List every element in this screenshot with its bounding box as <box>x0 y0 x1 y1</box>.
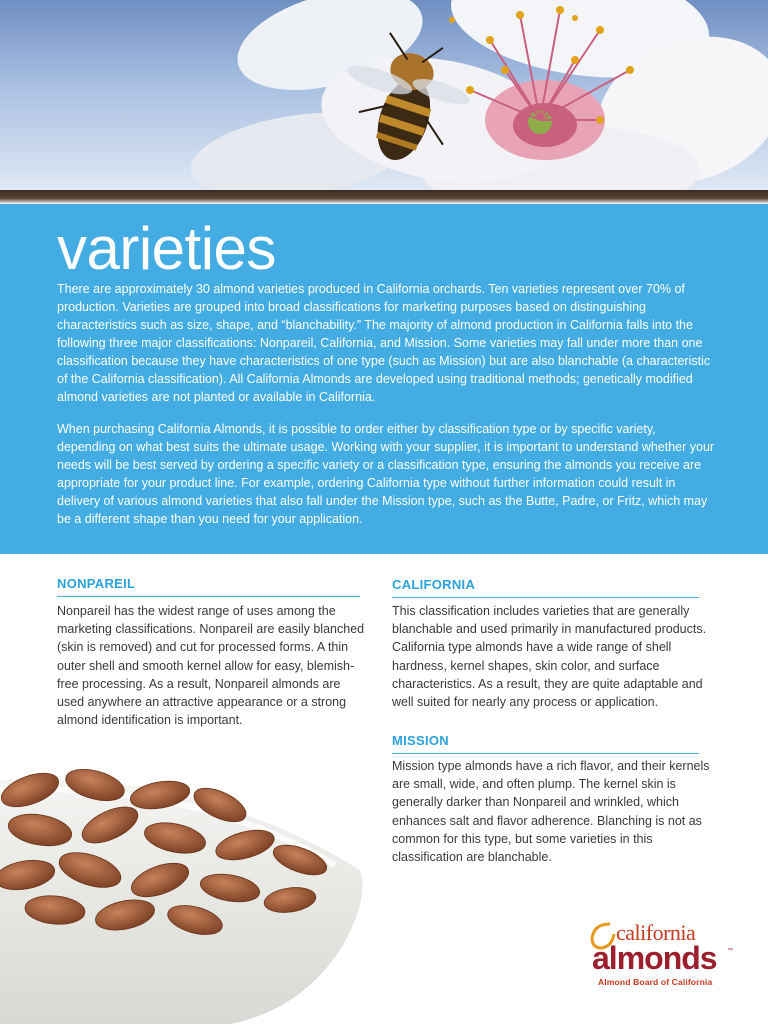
page-title: varieties <box>57 215 276 282</box>
intro-paragraph-2: When purchasing California Almonds, it is possible to order either by classification type or by specific variety, depending on what best suits the ultimate usage. Working with your supplier, it is important to understand whether your needs will be best served by ordering a specific variety or a classification type, ensuring the almonds you receive are appropriate for your product line. For example, ordering California type without further information could result in delivery of various almond varieties that also fall under the Mission type, such as the Butte, Padre, or Fritz, which may be a different shape than you need for your application. <box>57 422 715 526</box>
nonpareil-heading: NONPAREIL <box>57 576 360 597</box>
logo-line-california: california <box>616 920 696 945</box>
almond-bowl-illustration <box>0 760 390 1024</box>
blossom-bee-illustration <box>0 0 768 190</box>
almond-bowl-image <box>0 760 390 1024</box>
mission-heading: MISSION <box>392 733 699 754</box>
california-heading: CALIFORNIA <box>392 577 699 598</box>
nonpareil-body: Nonpareil has the widest range of uses among the marketing classifications. Nonpareil are easily blanched (skin is removed) and cut for processed forms. A thin outer shell and smooth kernel allow for easy, blemish-free processing. As a result, Nonpareil almonds are used anywhere an attractive appearance or a strong almond identification is important. <box>57 604 365 728</box>
hero-divider-band <box>0 190 768 204</box>
mission-body: Mission type almonds have a rich flavor, and their kernels are small, wide, and often plump. The kernel skin is generally darker than Nonpareil and wrinkled, which enhances salt and flavor adherence. Blanching is not as common for this type, but some varieties in this classification are blanchable. <box>392 759 710 865</box>
hero-image-blossom-bee <box>0 0 768 190</box>
logo-trademark: ™ <box>727 948 733 954</box>
intro-paragraph-1: There are approximately 30 almond varieties produced in California orchards. Ten varieties represent over 70% of production. Varieties are grouped into broad classifications for marketing purposes based on distinguishing characteristics such as size, shape, and “blanchability.” The majority of almond production in California falls into the following three major classifications: Nonpareil, California, and Mission. Some varieties may fall under more than one classification because they have characteristics of one type (such as Mission) but are also blanchable (a characteristic of the California classification). All California Almonds are developed using traditional methods; genetically modified almond varieties are not planted or available in California. <box>57 282 711 404</box>
logo-tagline: Almond Board of California <box>598 977 713 987</box>
california-body: This classification includes varieties that are generally blanchable and used primarily in manufactured products. California type almonds have a wide range of shell hardness, kernel shapes, skin color, and surface characteristics. As a result, they are quite adaptable and well suited for nearly any process or application. <box>392 604 707 710</box>
logo-line-almonds: almonds <box>592 940 717 976</box>
